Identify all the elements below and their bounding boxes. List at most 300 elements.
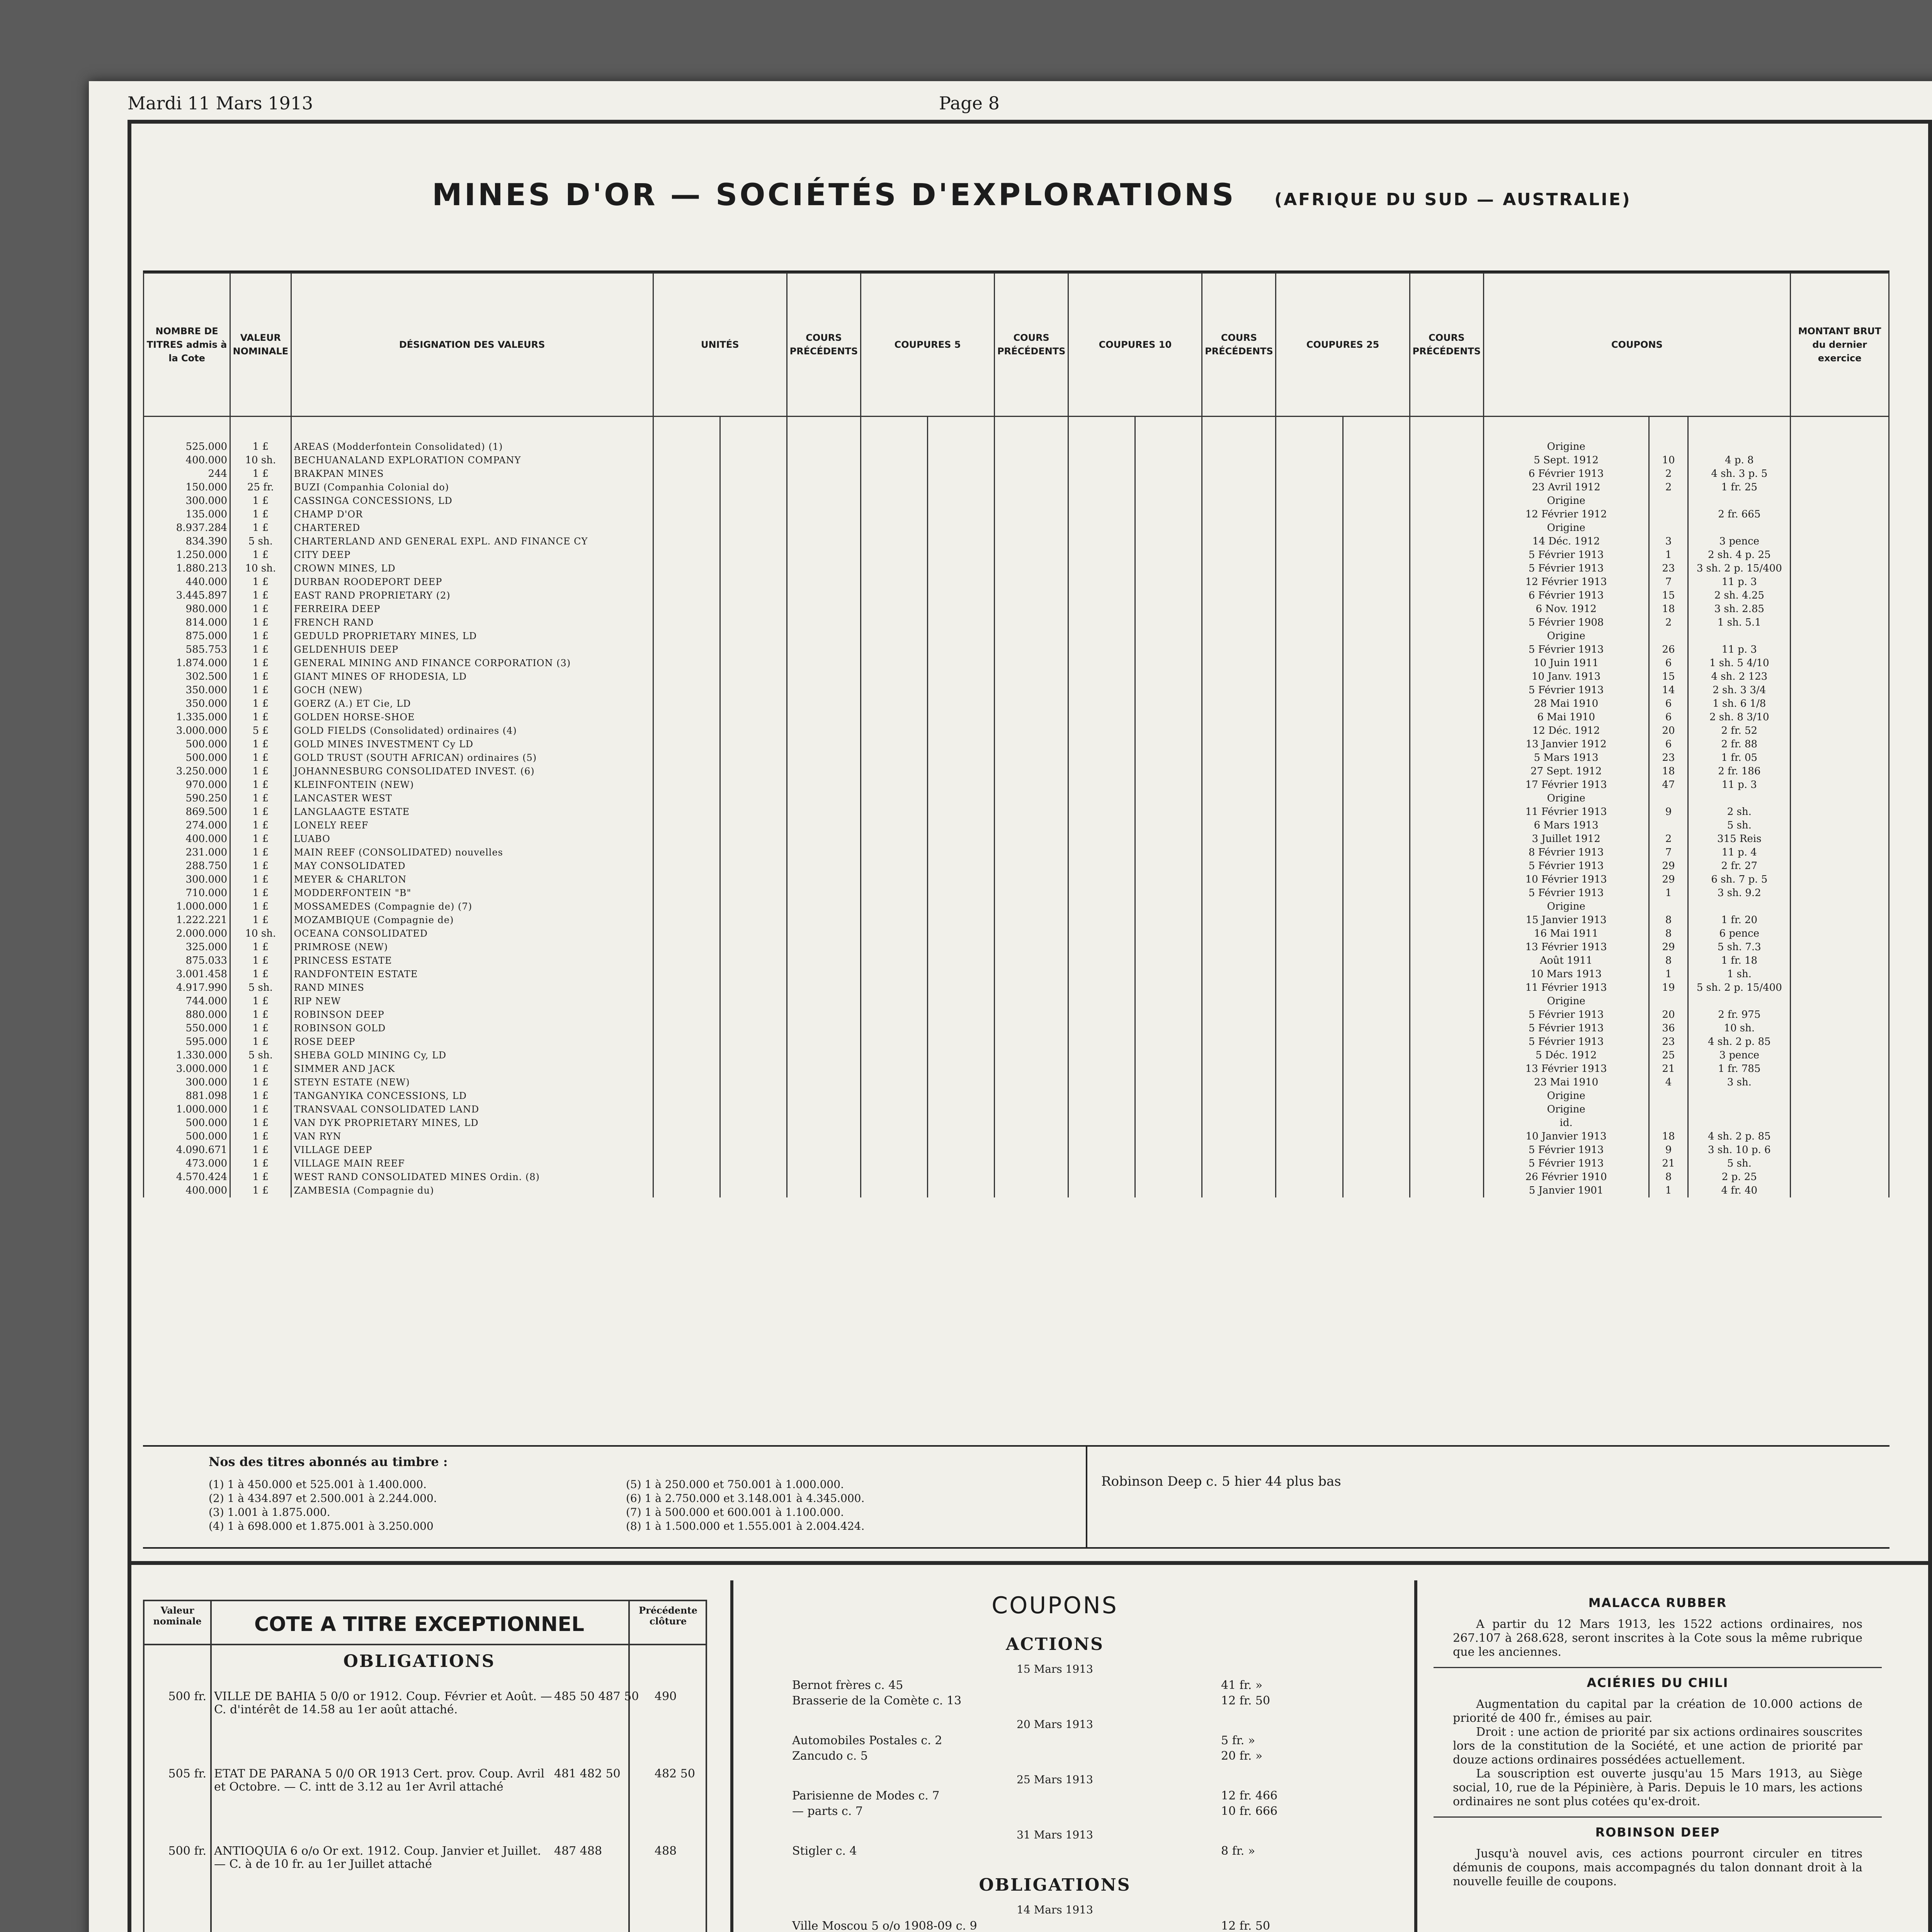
cell-cours [861,1157,927,1170]
cell-designation: LUABO [291,832,653,846]
cell-valeur: 5 sh. [230,535,291,548]
cell-date-coupon: 15 Janvier 1913 [1483,913,1649,927]
cell-montant-net: 4 sh. 2 p. 85 [1688,1130,1791,1143]
mines-row [144,629,1889,643]
cell-cours [787,886,861,900]
cell-cours [1276,1116,1343,1130]
cell-montant-net [1688,900,1791,913]
cell-cours [1202,589,1276,602]
cell-cours [1343,765,1410,778]
cell-cours [787,1089,861,1103]
abonnes-section [143,1445,1889,1549]
cell-num-coupon: 2 [1649,616,1688,629]
cell-nombre: 875.000 [144,629,230,643]
cell-cours [653,1089,720,1103]
cell-cours [928,832,995,846]
cell-valeur: 1 £ [230,1008,291,1022]
cell-cours [1276,494,1343,508]
cell-cours [1276,670,1343,684]
abonnes-title: Nos des titres abonnés au timbre : [209,1454,448,1469]
cell-cours [928,1062,995,1076]
cell-cours [861,616,927,629]
cell-montant-net: 3 sh. [1688,1076,1791,1089]
cell-cours [861,1008,927,1022]
cell-cours [1068,589,1135,602]
cell-montant-brut [1791,1008,1889,1022]
th-montant-brut: MONTANT BRUT du dernier exercice [1791,273,1889,417]
cell-cours [653,711,720,724]
cell-cours [1343,711,1410,724]
cell-cours [995,792,1068,805]
cell-cours [861,417,927,454]
cell-designation: WEST RAND CONSOLIDATED MINES Ordin. (8) [291,1170,653,1184]
cell-nombre: 473.000 [144,1157,230,1170]
th-cours-prec-3: COURS PRÉCÉDENTS [1202,273,1276,417]
cell-montant-brut [1791,616,1889,629]
cell-cours [720,467,787,481]
cell-cours [720,886,787,900]
cell-valeur: 1 £ [230,670,291,684]
cell-cours [1135,927,1202,940]
issue-date: Mardi 11 Mars 1913 [128,93,313,114]
section-title [89,178,1932,213]
cell-cours [995,481,1068,494]
cell-cours [995,1116,1068,1130]
cell-cours [720,711,787,724]
cell-valeur: 10 sh. [230,927,291,940]
cell-cours [995,927,1068,940]
cell-cours [720,995,787,1008]
cell-cours [1343,670,1410,684]
cell-cours [787,1157,861,1170]
cell-date-coupon: Origine [1483,792,1649,805]
cell-cours [1343,724,1410,738]
cell-designation: CROWN MINES, LD [291,562,653,575]
cell-date-coupon: 5 Mars 1913 [1483,751,1649,765]
cell-cours [653,1130,720,1143]
mines-row [144,751,1889,765]
cell-cours [653,467,720,481]
cell-cours [1135,670,1202,684]
cell-cours [1068,548,1135,562]
cell-montant-net: 2 sh. [1688,805,1791,819]
cell-cours [1135,900,1202,913]
cell-montant-net: 315 Reis [1688,832,1791,846]
abonnes-divider [1086,1447,1087,1547]
cell-cours [995,643,1068,656]
cell-montant-brut [1791,602,1889,616]
cell-montant-net: 2 sh. 3 3/4 [1688,684,1791,697]
cell-montant-net: 2 fr. 975 [1688,1008,1791,1022]
th-coupures5: COUPURES 5 [861,273,994,417]
cell-cours [1343,521,1410,535]
cell-cours [1410,697,1483,711]
mines-row [144,981,1889,995]
cell-cours [653,1035,720,1049]
cell-designation: LANCASTER WEST [291,792,653,805]
cell-cours [1068,1076,1135,1089]
cote-cours: 481 482 50 [554,1767,621,1781]
cell-cours [861,575,927,589]
cell-date-coupon: 5 Février 1913 [1483,1022,1649,1035]
cell-cours [720,873,787,886]
cell-valeur: 1 £ [230,417,291,454]
cell-cours [995,819,1068,832]
cell-cours [787,656,861,670]
cell-nombre: 1.000.000 [144,1103,230,1116]
mines-row [144,859,1889,873]
cell-cours [928,697,995,711]
cell-designation: EAST RAND PROPRIETARY (2) [291,589,653,602]
mines-row [144,1089,1889,1103]
cell-nombre: 500.000 [144,751,230,765]
cell-cours [1276,643,1343,656]
cell-num-coupon [1649,629,1688,643]
cell-cours [720,1103,787,1116]
cell-cours [861,724,927,738]
mines-row [144,697,1889,711]
cell-cours [653,494,720,508]
cell-cours [1343,778,1410,792]
cell-cours [861,751,927,765]
cell-cours [1410,805,1483,819]
cell-cours [1068,765,1135,778]
cell-cours [1410,900,1483,913]
cell-cours [1068,562,1135,575]
cell-cours [787,805,861,819]
cell-cours [787,968,861,981]
cell-num-coupon [1649,508,1688,521]
cell-montant-brut [1791,738,1889,751]
cell-date-coupon: 12 Déc. 1912 [1483,724,1649,738]
cell-cours [995,1170,1068,1184]
cell-cours [1135,1076,1202,1089]
cell-cours [787,1022,861,1035]
cell-montant-brut [1791,684,1889,697]
coupon-label: Stigler c. 4 [792,1844,857,1858]
cell-cours [653,792,720,805]
cell-cours [1202,643,1276,656]
cell-cours [1135,562,1202,575]
cell-cours [787,602,861,616]
cell-montant-brut [1791,670,1889,684]
cell-cours [1343,1170,1410,1184]
cell-date-coupon: 23 Mai 1910 [1483,1076,1649,1089]
cell-num-coupon: 23 [1649,1035,1688,1049]
cell-num-coupon: 2 [1649,481,1688,494]
cell-montant-net: 1 fr. 18 [1688,954,1791,968]
cell-cours [653,940,720,954]
cell-valeur: 1 £ [230,711,291,724]
cell-montant-net: 4 sh. 3 p. 5 [1688,467,1791,481]
th-designation: DÉSIGNATION DES VALEURS [291,273,653,417]
cell-cours [1135,1170,1202,1184]
coupon-line [746,1844,1364,1860]
cell-cours [928,859,995,873]
cell-cours [995,1008,1068,1022]
cell-cours [1068,981,1135,995]
cell-cours [787,940,861,954]
cell-cours [653,1022,720,1035]
cote-designation: VILLE DE BAHIA 5 0/0 or 1912. Coup. Février et Août. — C. d'intérêt de 14.58 au 1er août attaché. [214,1690,552,1716]
cell-cours [787,1184,861,1197]
cell-nombre: 325.000 [144,940,230,954]
cell-montant-brut [1791,940,1889,954]
cell-designation: FRENCH RAND [291,616,653,629]
cell-num-coupon: 6 [1649,697,1688,711]
cell-cours [1135,548,1202,562]
cell-cours [787,1076,861,1089]
cell-date-coupon: Origine [1483,995,1649,1008]
cell-montant-net [1688,1089,1791,1103]
cell-cours [787,670,861,684]
cell-cours [928,602,995,616]
cell-montant-brut [1791,900,1889,913]
cell-cours [995,1143,1068,1157]
cell-montant-net: 2 sh. 4 p. 25 [1688,548,1791,562]
cell-valeur: 5 sh. [230,981,291,995]
cell-cours [1068,697,1135,711]
cell-cours [995,494,1068,508]
acieries-text-1: Augmentation du capital par la création de 10.000 actions de priorité de 400 fr., émises au pair. [1453,1697,1862,1725]
mines-row [144,481,1889,494]
cell-cours [1276,778,1343,792]
cell-cours [1343,643,1410,656]
cell-cours [1410,508,1483,521]
cell-cours [1410,467,1483,481]
section-title-sub: (AFRIQUE DU SUD — AUSTRALIE) [1274,190,1631,209]
cell-cours [1068,792,1135,805]
mines-row [144,602,1889,616]
mines-row [144,819,1889,832]
cell-cours [928,616,995,629]
cell-montant-net: 3 pence [1688,1049,1791,1062]
cell-cours [720,1130,787,1143]
cell-cours [720,454,787,467]
cell-cours [1068,1022,1135,1035]
cell-cours [861,738,927,751]
cell-cours [861,940,927,954]
cell-cours [861,968,927,981]
coupon-amount: 12 fr. 50 [1221,1694,1270,1708]
cell-cours [1410,751,1483,765]
cell-cours [1276,1076,1343,1089]
cell-montant-net [1688,792,1791,805]
cell-valeur: 1 £ [230,900,291,913]
cell-cours [787,481,861,494]
cell-montant-net: 3 sh. 2.85 [1688,602,1791,616]
malacca-text: A partir du 12 Mars 1913, les 1522 actions ordinaires, nos 267.107 à 268.628, seront inscrites à la Cote sous la même rubrique que les anciennes. [1453,1617,1862,1659]
cell-cours [1202,616,1276,629]
cell-cours [1343,1103,1410,1116]
mines-row [144,805,1889,819]
cell-cours [1202,1089,1276,1103]
cell-cours [653,481,720,494]
cell-nombre: 500.000 [144,1130,230,1143]
cell-cours [1135,738,1202,751]
th-cours-prec-2: COURS PRÉCÉDENTS [995,273,1068,417]
cell-designation: BUZI (Companhia Colonial do) [291,481,653,494]
cell-cours [1410,1157,1483,1170]
cell-cours [861,467,927,481]
cell-cours [861,832,927,846]
cell-cours [1343,508,1410,521]
cell-cours [1135,508,1202,521]
mines-row [144,575,1889,589]
mines-row [144,562,1889,575]
cell-cours [1135,629,1202,643]
cell-montant-net: 11 p. 4 [1688,846,1791,859]
abonnes-col-2 [626,1478,864,1533]
cell-num-coupon: 18 [1649,1130,1688,1143]
cell-cours [1135,724,1202,738]
cell-cours [1276,859,1343,873]
coupons-column [746,1592,1364,1932]
running-head [128,93,1932,120]
cell-designation: LANGLAAGTE ESTATE [291,805,653,819]
cell-cours [1276,995,1343,1008]
cell-cours [928,940,995,954]
th-cours-prec-1: COURS PRÉCÉDENTS [787,273,861,417]
cell-cours [995,575,1068,589]
cell-num-coupon: 1 [1649,886,1688,900]
cote-valeur: 500 fr. [168,1844,206,1858]
cell-cours [720,697,787,711]
cell-cours [1135,1089,1202,1103]
cell-valeur: 1 £ [230,913,291,927]
cell-cours [787,697,861,711]
cell-cours [720,1170,787,1184]
cell-designation: PRIMROSE (NEW) [291,940,653,954]
cell-cours [787,454,861,467]
cell-cours [928,792,995,805]
cell-cours [1135,1157,1202,1170]
cell-cours [1068,1143,1135,1157]
cell-cours [1343,1157,1410,1170]
cell-cours [1202,1170,1276,1184]
cell-cours [995,981,1068,995]
cell-cours [787,954,861,968]
cell-cours [995,846,1068,859]
cell-cours [1068,1130,1135,1143]
cell-cours [787,616,861,629]
cell-nombre: 274.000 [144,819,230,832]
cell-cours [1135,684,1202,697]
cell-num-coupon: 9 [1649,1143,1688,1157]
cell-cours [1410,548,1483,562]
cell-cours [928,968,995,981]
cell-cours [1202,738,1276,751]
cell-cours [720,954,787,968]
cell-cours [1202,778,1276,792]
cell-cours [1202,927,1276,940]
cell-cours [928,751,995,765]
cell-cours [1068,751,1135,765]
cell-cours [928,873,995,886]
cell-num-coupon: 10 [1649,454,1688,467]
cell-cours [1276,900,1343,913]
cell-cours [787,629,861,643]
cell-cours [995,602,1068,616]
malacca-title: MALACCA RUBBER [1588,1595,1727,1610]
cell-montant-net: 3 pence [1688,535,1791,548]
cell-nombre: 1.880.213 [144,562,230,575]
cell-cours [928,548,995,562]
cell-montant-brut [1791,805,1889,819]
coupon-date: 14 Mars 1913 [1017,1903,1093,1916]
cell-cours [1343,454,1410,467]
cell-designation: KLEINFONTEIN (NEW) [291,778,653,792]
cell-cours [1343,467,1410,481]
cell-cours [1068,670,1135,684]
cell-cours [787,1049,861,1062]
cell-cours [928,954,995,968]
cell-cours [720,684,787,697]
cell-designation: SHEBA GOLD MINING Cy, LD [291,1049,653,1062]
cell-cours [1276,954,1343,968]
cell-cours [928,481,995,494]
mines-row [144,738,1889,751]
mines-row [144,494,1889,508]
cell-cours [928,467,995,481]
cell-cours [1202,656,1276,670]
cell-cours [653,508,720,521]
cell-cours [1343,589,1410,602]
cell-designation: GOLD TRUST (SOUTH AFRICAN) ordinaires (5) [291,751,653,765]
cell-cours [787,859,861,873]
cell-cours [1410,684,1483,697]
cell-montant-net: 6 pence [1688,927,1791,940]
cell-nombre: 869.500 [144,805,230,819]
cell-valeur: 1 £ [230,589,291,602]
mines-row [144,589,1889,602]
cell-cours [1343,995,1410,1008]
cell-cours [787,995,861,1008]
cell-cours [861,900,927,913]
cell-cours [861,1076,927,1089]
cell-designation: CITY DEEP [291,548,653,562]
mines-row [144,616,1889,629]
cell-cours [1410,1170,1483,1184]
cell-montant-brut [1791,697,1889,711]
cell-cours [1410,913,1483,927]
cell-cours [1276,1103,1343,1116]
cell-cours [653,454,720,467]
cell-cours [861,1170,927,1184]
cell-valeur: 10 sh. [230,454,291,467]
cell-cours [1410,859,1483,873]
cell-montant-net: 2 fr. 665 [1688,508,1791,521]
cell-cours [928,643,995,656]
cell-cours [720,1076,787,1089]
cell-cours [1343,684,1410,697]
coupon-date: 20 Mars 1913 [1017,1718,1093,1731]
cell-nombre: 3.445.897 [144,589,230,602]
cell-cours [1068,995,1135,1008]
cell-date-coupon: 8 Février 1913 [1483,846,1649,859]
cell-cours [995,548,1068,562]
cell-cours [1135,616,1202,629]
cell-cours [653,629,720,643]
mines-table-body [144,417,1889,1198]
cell-montant-brut [1791,751,1889,765]
cell-designation: ROSE DEEP [291,1035,653,1049]
cell-nombre: 550.000 [144,1022,230,1035]
mines-row [144,1157,1889,1170]
cell-cours [1068,481,1135,494]
cell-cours [653,1062,720,1076]
cell-montant-brut [1791,1116,1889,1130]
